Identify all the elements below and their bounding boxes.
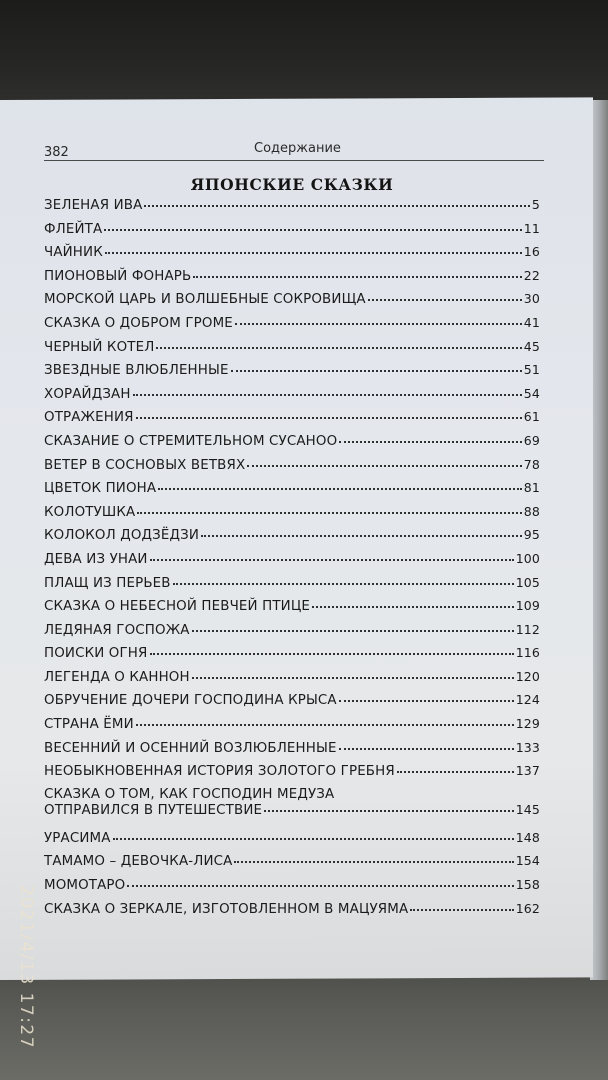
dot-leader: [133, 394, 522, 396]
dot-leader: [231, 370, 522, 372]
table-of-contents: [44, 197, 540, 924]
toc-entry: [44, 527, 540, 551]
toc-entry: [44, 197, 540, 221]
toc-entry-page: 137: [515, 763, 540, 779]
toc-entry: [44, 504, 540, 528]
toc-entry: [44, 716, 540, 740]
toc-entry: [44, 787, 540, 830]
toc-entry-page: 105: [515, 574, 540, 590]
toc-entry-title: СКАЗАНИЕ О СТРЕМИТЕЛЬНОМ СУСАНОО: [44, 433, 338, 449]
toc-entry-page: 11: [523, 220, 540, 236]
toc-entry-title: ПОИСКИ ОГНЯ: [44, 646, 148, 662]
dot-leader: [173, 583, 514, 585]
toc-entry: [44, 244, 540, 268]
toc-entry-page: 116: [515, 645, 540, 661]
dot-leader: [193, 276, 521, 278]
dot-leader: [368, 299, 522, 301]
toc-entry-title: ЧЕРНЫЙ КОТЕЛ: [44, 339, 155, 355]
toc-entry: [44, 551, 540, 575]
dot-leader: [339, 700, 514, 702]
toc-entry-title: СКАЗКА О ДОБРОМ ГРОМЕ: [44, 315, 233, 331]
dot-leader: [156, 347, 521, 349]
toc-entry-title: ЛЕГЕНДА О КАННОН: [44, 669, 190, 685]
dot-leader: [137, 512, 521, 514]
dot-leader: [158, 488, 522, 490]
toc-entry-title: ВЕСЕННИЙ И ОСЕННИЙ ВОЗЛЮБЛЕННЫЕ: [44, 740, 337, 756]
dot-leader: [127, 885, 513, 887]
toc-entry: [44, 645, 540, 669]
toc-entry: [44, 315, 540, 339]
dot-leader: [192, 677, 514, 679]
toc-entry-page: 158: [515, 877, 540, 893]
page-number: 382: [44, 145, 69, 160]
toc-entry-title: КОЛОКОЛ ДОДЗЁДЗИ: [44, 528, 199, 544]
page-header: [44, 141, 544, 165]
dot-leader: [339, 441, 522, 443]
toc-entry-page: 95: [523, 527, 540, 543]
dot-leader: [410, 909, 513, 911]
toc-entry-title: ЗВЕЗДНЫЕ ВЛЮБЛЕННЫЕ: [44, 363, 229, 379]
running-title: Содержание: [254, 141, 341, 156]
toc-entry-title: ЛЕДЯНАЯ ГОСПОЖА: [44, 622, 190, 638]
toc-entry-page: 109: [515, 598, 540, 614]
toc-entry: [44, 362, 540, 386]
toc-entry-title: ДЕВА ИЗ УНАИ: [44, 551, 148, 567]
toc-entry-page: 154: [515, 853, 540, 869]
toc-entry-title: СКАЗКА О ЗЕРКАЛЕ, ИЗГОТОВЛЕННОМ В МАЦУЯМА: [44, 901, 409, 917]
dot-leader: [339, 748, 514, 750]
toc-entry-title: ОТРАЖЕНИЯ: [44, 410, 134, 426]
dot-leader: [104, 229, 521, 231]
toc-entry: [44, 386, 540, 410]
toc-entry: [44, 480, 540, 504]
section-title: ЯПОНСКИЕ СКАЗКИ: [190, 175, 394, 194]
toc-entry-page: 41: [523, 314, 540, 330]
toc-entry: [44, 901, 540, 925]
toc-entry-title: ВЕТЕР В СОСНОВЫХ ВЕТВЯХ: [44, 457, 246, 473]
dot-leader: [136, 417, 522, 419]
toc-entry-page: 145: [515, 801, 540, 817]
toc-entry-page: 162: [515, 900, 540, 916]
toc-entry-page: 16: [523, 244, 540, 260]
toc-entry-page: 5: [531, 197, 540, 212]
toc-entry: [44, 433, 540, 457]
toc-entry-title: ХОРАЙДЗАН: [44, 386, 131, 402]
dot-leader: [150, 653, 514, 655]
toc-entry: [44, 877, 540, 901]
toc-entry: [44, 598, 540, 622]
toc-entry-title: ЧАЙНИК: [44, 245, 103, 261]
toc-entry: [44, 221, 540, 245]
toc-entry-title: ЦВЕТОК ПИОНА: [44, 481, 157, 497]
toc-entry: [44, 457, 540, 481]
toc-entry: [44, 740, 540, 764]
toc-entry-page: 78: [523, 456, 540, 472]
toc-entry-title: ПЛАЩ ИЗ ПЕРЬЕВ: [44, 575, 171, 591]
toc-entry-title: СТРАНА ЁМИ: [44, 717, 134, 733]
toc-entry-page: 69: [523, 432, 540, 448]
toc-entry-page: 88: [523, 503, 540, 519]
toc-entry: [44, 291, 540, 315]
toc-entry-title: КОЛОТУШКА: [44, 504, 136, 520]
toc-entry-page: 30: [523, 291, 540, 307]
dot-leader: [192, 630, 514, 632]
toc-entry: [44, 763, 540, 787]
toc-entry: [44, 339, 540, 363]
toc-entry: [44, 692, 540, 716]
toc-entry-page: 61: [523, 409, 540, 425]
dot-leader: [235, 323, 522, 325]
toc-entry: [44, 268, 540, 292]
toc-entry-page: 124: [515, 692, 540, 708]
toc-entry-page: 133: [515, 739, 540, 755]
toc-entry-title: НЕОБЫКНОВЕННАЯ ИСТОРИЯ ЗОЛОТОГО ГРЕБНЯ: [44, 764, 395, 780]
toc-entry-title: МОРСКОЙ ЦАРЬ И ВОЛШЕБНЫЕ СОКРОВИЩА: [44, 292, 366, 308]
toc-entry-page: 112: [515, 621, 540, 637]
toc-entry-title-line1: СКАЗКА О ТОМ, КАК ГОСПОДИН МЕДУЗА: [44, 786, 335, 802]
dot-leader: [150, 559, 514, 561]
dot-leader: [247, 465, 521, 467]
toc-entry-page: 51: [523, 362, 540, 378]
toc-entry-title: ПИОНОВЫЙ ФОНАРЬ: [44, 268, 192, 284]
toc-entry: [44, 830, 540, 854]
dot-leader: [312, 606, 514, 608]
toc-entry-page: 120: [515, 668, 540, 684]
toc-entry-page: 45: [523, 338, 540, 354]
dot-leader: [264, 810, 514, 812]
toc-entry-title: СКАЗКА О НЕБЕСНОЙ ПЕВЧЕЙ ПТИЦЕ: [44, 599, 310, 615]
toc-entry: [44, 622, 540, 646]
toc-entry: [44, 575, 540, 599]
dot-leader: [136, 724, 514, 726]
toc-entry-page: 100: [515, 550, 540, 566]
toc-entry-page: 129: [515, 716, 540, 732]
dot-leader: [113, 838, 514, 840]
toc-entry-page: 22: [523, 267, 540, 283]
dot-leader: [201, 535, 522, 537]
toc-entry-title: ОБРУЧЕНИЕ ДОЧЕРИ ГОСПОДИНА КРЫСА: [44, 693, 337, 709]
toc-entry: [44, 669, 540, 693]
toc-entry-title: ФЛЕЙТА: [44, 221, 103, 237]
toc-entry: [44, 853, 540, 877]
toc-entry: [44, 409, 540, 433]
dot-leader: [234, 861, 513, 863]
toc-entry-page: 81: [523, 480, 540, 496]
toc-entry-title: УРАСИМА: [44, 830, 111, 846]
dot-leader: [144, 205, 530, 207]
toc-entry-title: ОТПРАВИЛСЯ В ПУТЕШЕСТВИЕ: [44, 802, 263, 818]
header-rule: [44, 160, 544, 161]
photo-timestamp: 2021/4/13 17:27: [16, 885, 36, 1050]
toc-entry-page: 148: [515, 829, 540, 845]
toc-entry-title: МОМОТАРО: [44, 878, 126, 894]
toc-entry-page: 54: [523, 385, 540, 401]
dot-leader: [397, 771, 514, 773]
toc-entry-title: ТАМАМО – ДЕВОЧКА-ЛИСА: [44, 854, 233, 870]
toc-entry-title: ЗЕЛЕНАЯ ИВА: [44, 198, 143, 213]
dot-leader: [105, 252, 522, 254]
